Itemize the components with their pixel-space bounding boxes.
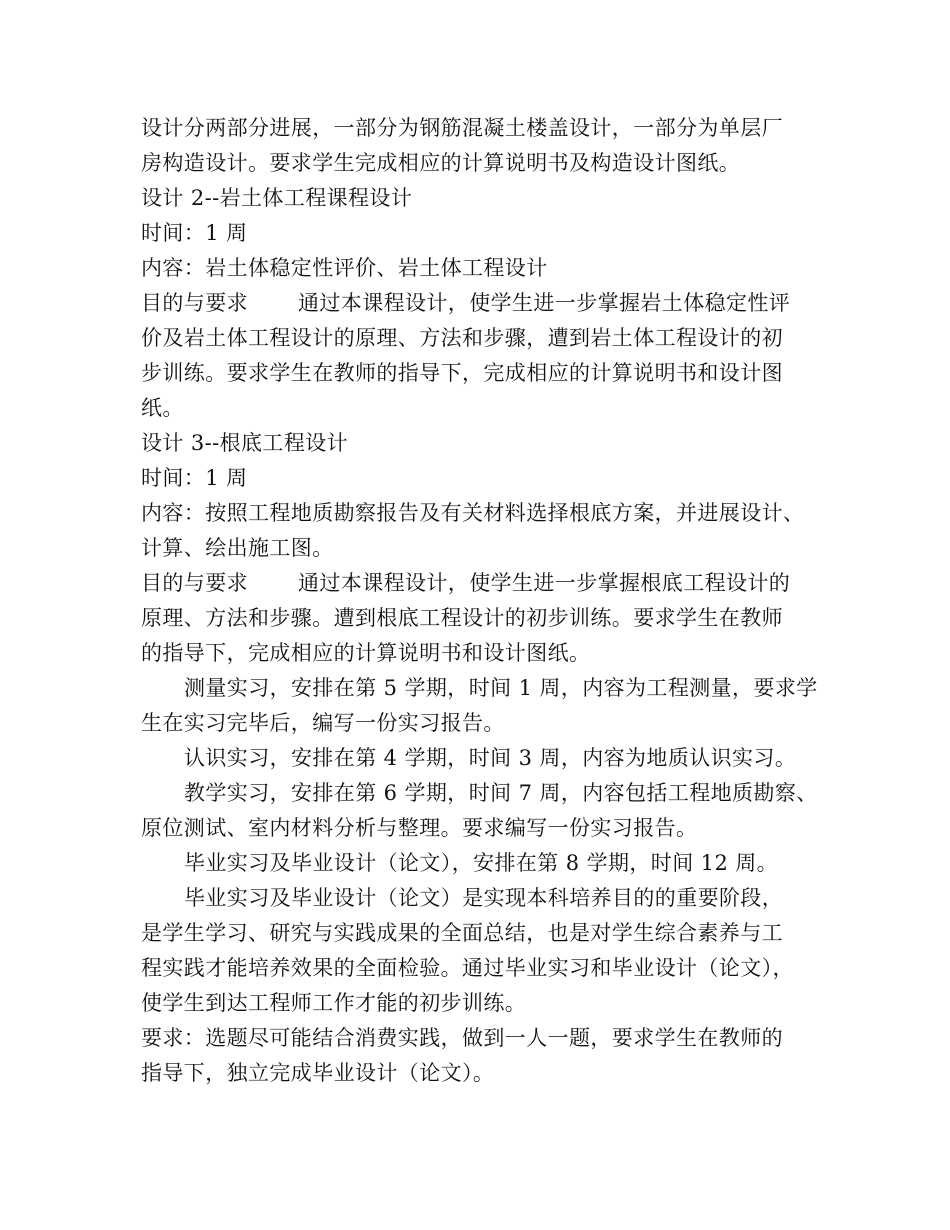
text-line [141, 1021, 821, 1056]
text-line [141, 601, 821, 636]
text-line [141, 671, 821, 706]
text-line [141, 251, 821, 286]
text-line [141, 846, 821, 881]
text-line [141, 216, 821, 251]
line-text: 设计 3--根底工程设计 [141, 431, 349, 455]
line-text: 通过本课程设计，使学生进一步掌握根底工程设计的 [298, 571, 791, 595]
text-line [141, 181, 821, 216]
line-text: 使学生到达工程师工作才能的初步训练。 [141, 991, 527, 1015]
line-text: 生在实习完毕后，编写一份实习报告。 [141, 711, 505, 735]
text-line [141, 636, 821, 671]
line-text: 设计分两部分进展，一部分为钢筋混凝土楼盖设计，一部分为单层厂 [141, 116, 783, 140]
line-text: 指导下，独立完成毕业设计（论文）。 [141, 1061, 495, 1085]
text-line [141, 741, 821, 776]
text-line [141, 706, 821, 741]
text-line [141, 951, 821, 986]
line-text: 原理、方法和步骤。遭到根底工程设计的初步训练。要求学生在教师 [141, 606, 783, 630]
line-text: 内容：岩土体稳定性评价、岩土体工程设计 [141, 256, 548, 280]
line-text: 毕业实习及毕业设计（论文），安排在第 8 学期，时间 12 周。 [184, 851, 779, 875]
text-line [141, 776, 821, 811]
line-text: 价及岩土体工程设计的原理、方法和步骤，遭到岩土体工程设计的初 [141, 326, 783, 350]
text-line [141, 1056, 821, 1091]
text-line [141, 391, 821, 426]
text-line [141, 111, 821, 146]
line-text: 计算、绘出施工图。 [141, 536, 334, 560]
line-text: 时间：1 周 [141, 466, 248, 490]
line-text: 是学生学习、研究与实践成果的全面总结，也是对学生综合素养与工 [141, 921, 783, 945]
line-text: 认识实习，安排在第 4 学期，时间 3 周，内容为地质认识实习。 [184, 746, 797, 770]
text-line [141, 986, 821, 1021]
text-line [141, 916, 821, 951]
line-text: 原位测试、室内材料分析与整理。要求编写一份实习报告。 [141, 816, 698, 840]
line-text: 设计 2--岩土体工程课程设计 [141, 186, 413, 210]
line-text: 内容：按照工程地质勘察报告及有关材料选择根底方案，并进展设计、 [141, 501, 805, 525]
text-line [141, 321, 821, 356]
line-label: 目的与要求 [141, 571, 248, 595]
text-line [141, 356, 821, 391]
line-text: 要求：选题尽可能结合消费实践，做到一人一题，要求学生在教师的 [141, 1026, 783, 1050]
text-line [141, 286, 821, 321]
text-line [141, 461, 821, 496]
line-text: 时间：1 周 [141, 221, 248, 245]
text-line [141, 881, 821, 916]
line-label: 目的与要求 [141, 291, 248, 315]
text-line [141, 426, 821, 461]
line-text: 纸。 [141, 396, 184, 420]
text-line [141, 566, 821, 601]
line-text: 通过本课程设计，使学生进一步掌握岩土体稳定性评 [298, 291, 791, 315]
line-text: 测量实习，安排在第 5 学期，时间 1 周，内容为工程测量，要求学 [184, 676, 818, 700]
line-text: 房构造设计。要求学生完成相应的计算说明书及构造设计图纸。 [141, 151, 741, 175]
line-text: 步训练。要求学生在教师的指导下，完成相应的计算说明书和设计图 [141, 361, 783, 385]
text-line [141, 811, 821, 846]
line-text: 教学实习，安排在第 6 学期，时间 7 周，内容包括工程地质勘察、 [184, 781, 818, 805]
text-line [141, 496, 821, 531]
text-line [141, 531, 821, 566]
document-body [141, 111, 821, 1091]
text-line [141, 146, 821, 181]
line-text: 程实践才能培养效果的全面检验。通过毕业实习和毕业设计（论文）， [141, 956, 794, 980]
line-text: 毕业实习及毕业设计（论文）是实现本科培养目的的重要阶段， [184, 886, 784, 910]
line-text: 的指导下，完成相应的计算说明书和设计图纸。 [141, 641, 591, 665]
